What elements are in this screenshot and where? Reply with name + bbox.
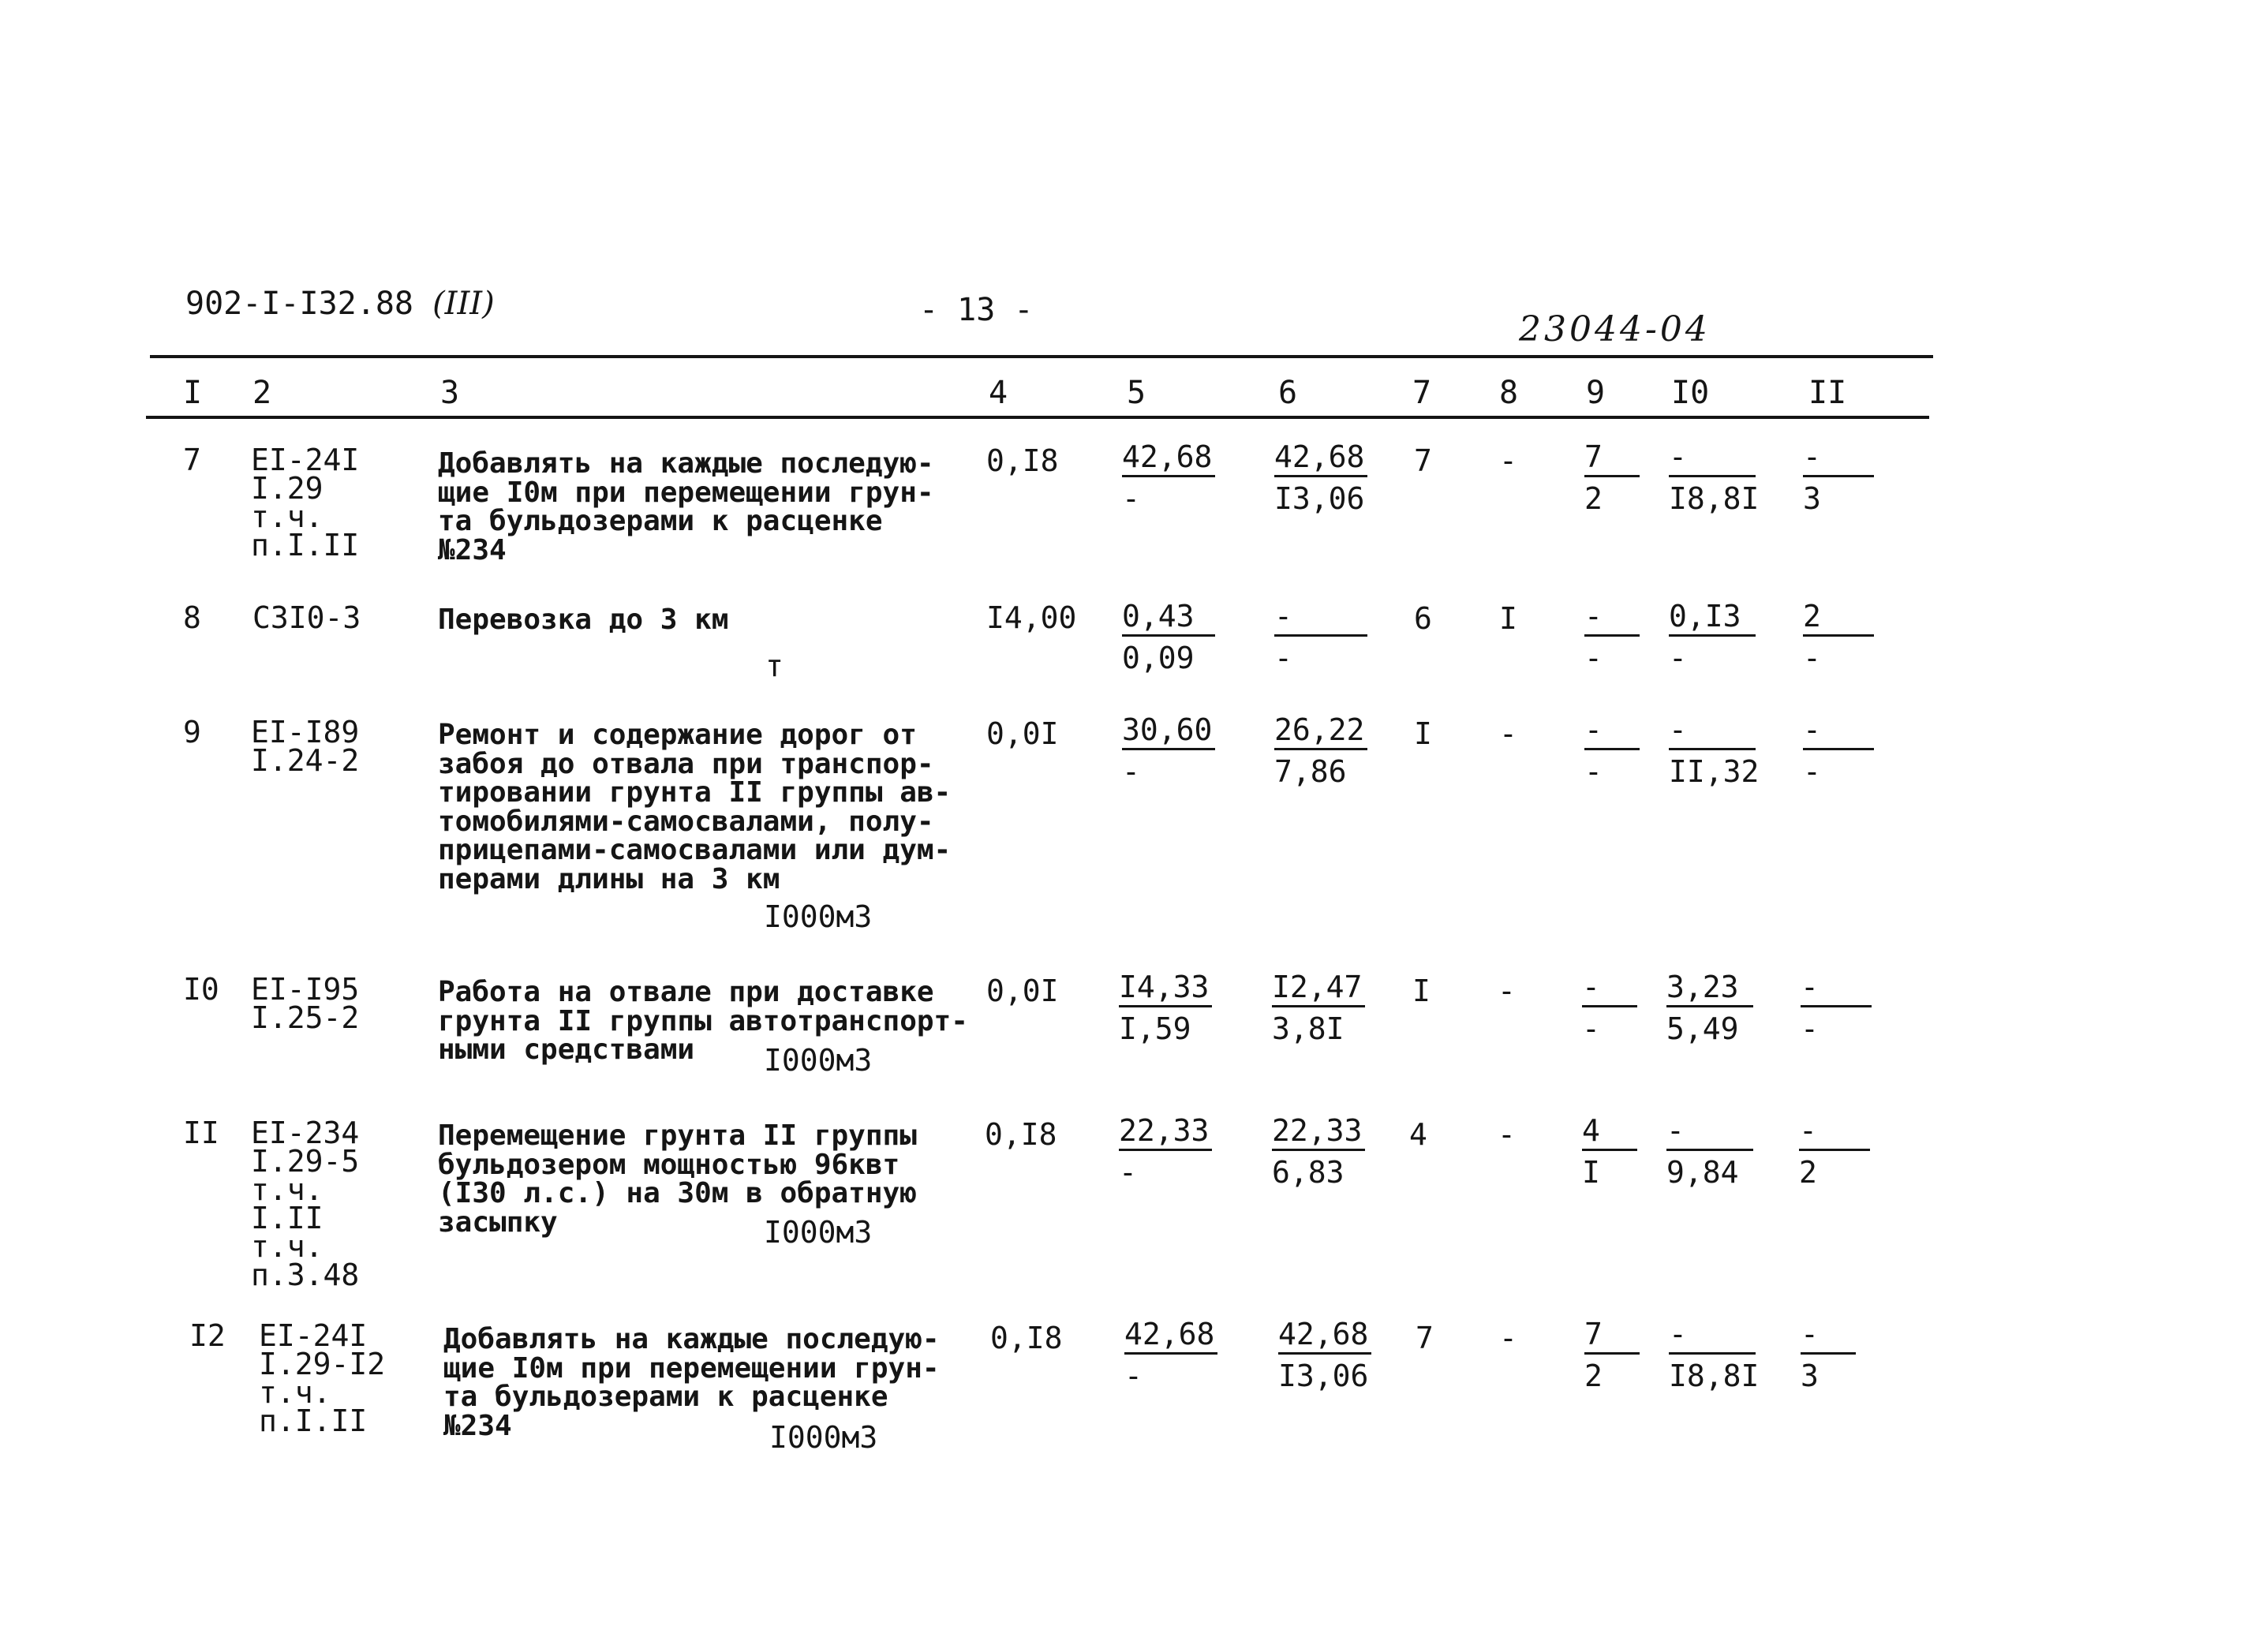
rate-codes: EI-24I I.29 т.ч. п.I.II [251, 443, 360, 563]
column-8-value: I [1499, 601, 1517, 636]
rate-codes: C3I0-3 [252, 600, 361, 635]
column-11-fraction: 2 - [1803, 598, 1874, 676]
unit-cost-fraction: 30,60 - [1122, 712, 1215, 790]
work-description: Перемещение грунта II группы бульдозером мощностью 96квт (I30 л.с.) на 30м в обратную засыпку [438, 1119, 917, 1239]
column-8-value: - [1499, 1321, 1517, 1355]
rate-codes: EI-234 I.29-5 т.ч. I.II т.ч. п.3.48 [251, 1116, 360, 1292]
column-7-value: 7 [1414, 443, 1432, 478]
column-9-fraction: $\frac{4}{I}$ [1582, 1112, 1637, 1190]
column-8-value: - [1498, 1117, 1516, 1152]
column-8-value: - [1499, 716, 1517, 751]
column-10-fraction: $\frac{3,23}{5,49}$ [1666, 969, 1753, 1047]
work-description: Добавлять на каждые последую- щие I0м при перемещении грун- та бульдозерами к расценке №234 [438, 447, 934, 566]
column-9-fraction: $\frac{7}{2}$ [1584, 1316, 1640, 1394]
unit-cost-fraction: 22,33 - [1119, 1112, 1212, 1190]
column-8-value: - [1499, 443, 1517, 478]
row-number: 9 [183, 715, 201, 749]
column-number: 6 [1278, 375, 1298, 411]
unit-cost-fraction: 42,68 - [1124, 1316, 1217, 1394]
column-number: 8 [1499, 375, 1519, 411]
row-number: 8 [183, 600, 201, 635]
column-11-fraction: - - [1801, 969, 1872, 1047]
column-7-value: 4 [1409, 1117, 1427, 1152]
row-number: 7 [183, 443, 201, 477]
total-cost-fraction: - - [1274, 598, 1367, 676]
quantity: 0,I8 [986, 443, 1059, 478]
total-cost-fraction: $\frac{I2,47}{3,8I}$ [1272, 969, 1365, 1047]
unit-cost-fraction: $\frac{0,43}{0,09}$ [1122, 598, 1215, 676]
column-number: 3 [440, 375, 460, 411]
row-number: I0 [183, 972, 219, 1007]
rate-codes: EI-I89 I.24-2 [251, 715, 360, 778]
work-description: Добавлять на каждые последую- щие I0м при перемещении грун- та бульдозерами к расценке №234 [443, 1323, 940, 1442]
rate-codes: EI-I95 I.25-2 [251, 972, 360, 1035]
total-cost-fraction: $\frac{42,68}{I3,06}$ [1278, 1316, 1371, 1394]
row-number: II [183, 1116, 219, 1150]
unit-cost-fraction: $\frac{I4,33}{I,59}$ [1119, 969, 1212, 1047]
rate-codes: EI-24I I.29-I2 т.ч. п.I.II [259, 1318, 386, 1438]
work-description: Ремонт и содержание дорог от забоя до отвала при транспор- тировании грунта II группы ав- томобилями-самосвалами, полу- прицепами-самосвалами или дум- перами длины на 3 км [438, 719, 952, 895]
column-10-fraction: - I8,8I [1669, 439, 1760, 516]
column-number: 2 [252, 375, 272, 411]
column-11-fraction: - - [1803, 712, 1874, 790]
column-number: 7 [1412, 375, 1432, 411]
total-cost-fraction: $\frac{22,33}{6,83}$ [1272, 1112, 1365, 1190]
work-description: Перевозка до 3 км [438, 604, 729, 636]
header-bottom-rule [146, 416, 1929, 419]
page-number: - 13 - [919, 292, 1034, 328]
total-cost-fraction: $\frac{42,68}{I3,06}$ [1274, 439, 1367, 517]
column-number: I [183, 375, 203, 411]
inventory-number: 23044-04 [1519, 309, 1711, 349]
unit-of-measure: I000м3 [764, 1043, 873, 1078]
work-description: Работа на отвале при доставке грунта II группы автотранспорт- ными средствами [438, 976, 968, 1066]
row-number: I2 [189, 1318, 226, 1353]
column-9-fraction: - - [1584, 598, 1640, 676]
column-10-fraction: - II,32 [1669, 712, 1760, 789]
document-code: 902-I-I32.88 (III) [185, 286, 495, 322]
column-11-fraction: - 3 [1801, 1316, 1856, 1394]
column-7-value: 7 [1416, 1321, 1434, 1355]
column-7-value: I [1412, 974, 1431, 1008]
column-number: 9 [1586, 375, 1606, 411]
column-9-fraction: $\frac{7}{2}$ [1584, 439, 1640, 517]
unit-cost-fraction: 42,68 - [1122, 439, 1215, 517]
quantity: 0,0I [986, 716, 1059, 751]
quantity: I4,00 [986, 600, 1077, 635]
column-number: II [1808, 375, 1847, 411]
unit-of-measure: I000м3 [764, 899, 873, 934]
column-10-fraction: - 9,84 [1666, 1112, 1753, 1190]
column-7-value: I [1414, 716, 1432, 751]
column-number: 4 [989, 375, 1008, 411]
column-11-fraction: - 2 [1799, 1112, 1870, 1190]
table-top-rule [150, 355, 1933, 358]
quantity: 0,I8 [985, 1117, 1057, 1152]
unit-of-measure: т [765, 648, 784, 683]
quantity: 0,0I [986, 974, 1059, 1008]
column-11-fraction: - 3 [1803, 439, 1874, 517]
column-number: 5 [1127, 375, 1146, 411]
total-cost-fraction: $\frac{26,22}{7,86}$ [1274, 712, 1367, 790]
column-number: I0 [1671, 375, 1710, 411]
unit-of-measure: I000м3 [764, 1215, 873, 1250]
column-8-value: - [1498, 974, 1516, 1008]
quantity: 0,I8 [990, 1321, 1063, 1355]
column-7-value: 6 [1414, 601, 1432, 636]
column-9-fraction: - - [1584, 712, 1640, 790]
document-code-suffix: (III) [432, 286, 495, 322]
column-10-fraction: - I8,8I [1669, 1317, 1760, 1393]
column-10-fraction: 0,I3 - [1669, 598, 1756, 676]
unit-of-measure: I000м3 [769, 1420, 878, 1455]
column-9-fraction: - - [1582, 969, 1637, 1047]
